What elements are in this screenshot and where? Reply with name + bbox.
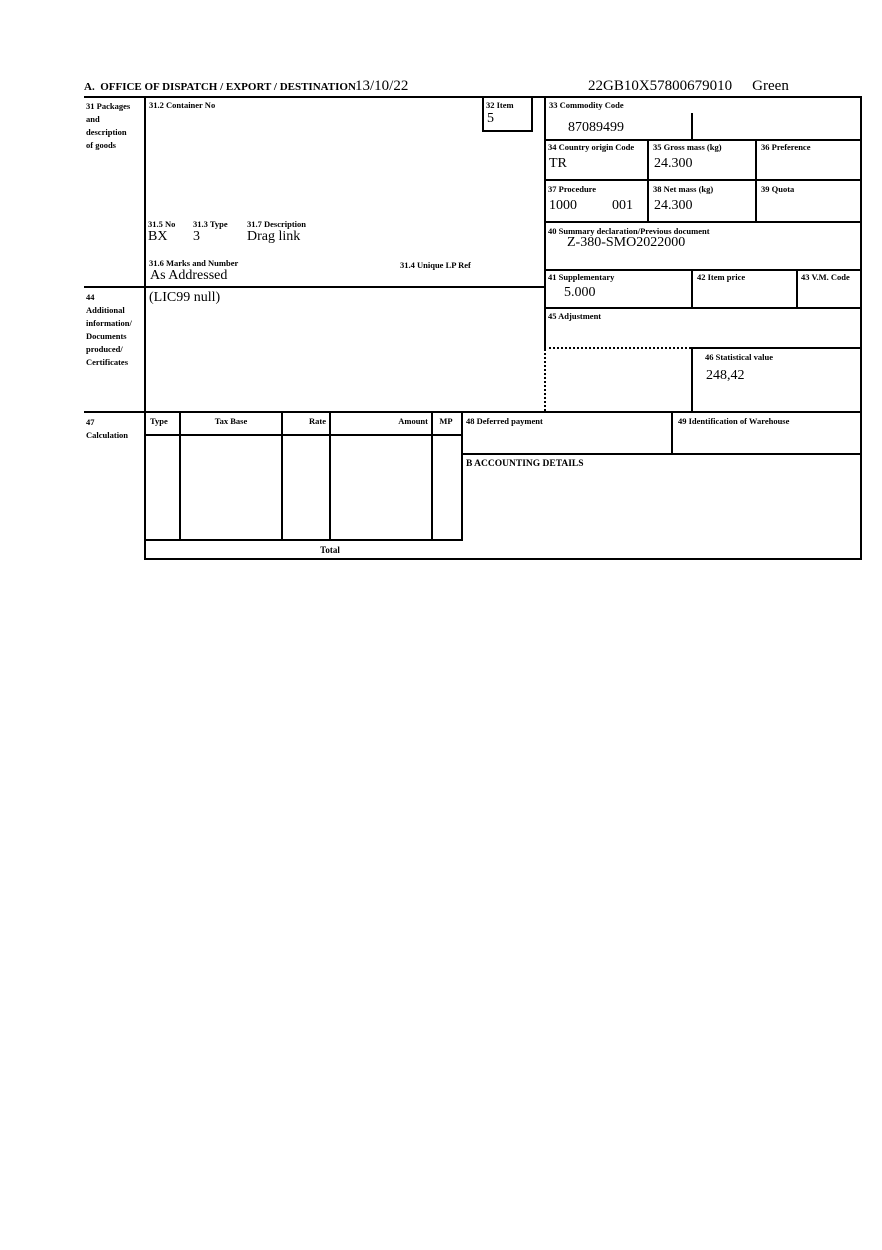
border-line (544, 269, 862, 271)
border-line (144, 558, 862, 560)
item-number-label: 32 Item (486, 100, 514, 110)
border-line (755, 139, 757, 221)
border-line (144, 539, 463, 541)
preference-label: 36 Preference (761, 142, 811, 152)
package-no-value: BX (148, 229, 168, 244)
accounting-details-label: B ACCOUNTING DETAILS (466, 459, 584, 469)
mrn-value: 22GB10X57800679010 (588, 78, 733, 94)
container-no-label: 31.2 Container No (149, 100, 216, 110)
statistical-value-label: 46 Statistical value (705, 352, 773, 362)
gross-mass-value: 24.300 (654, 156, 693, 171)
previous-document-value: Z-380-SMO2022000 (567, 235, 686, 250)
border-line (431, 411, 433, 541)
package-no-label: 31.5 No (148, 219, 176, 229)
item-price-label: 42 Item price (697, 272, 746, 282)
package-type-label: 31.3 Type (193, 219, 228, 229)
calc-col-amount: Amount (398, 416, 428, 426)
additional-information-label: 44 Additional information/ Documents produced/ Certificates (86, 292, 132, 367)
border-line (84, 411, 862, 413)
calc-total-label: Total (320, 545, 340, 555)
marks-numbers-value: As Addressed (150, 268, 228, 283)
border-line (544, 139, 862, 141)
supplementary-units-value: 5.000 (564, 285, 596, 300)
unique-lp-ref-label: 31.4 Unique LP Ref (400, 260, 471, 270)
goods-description-value: Drag link (247, 229, 301, 244)
border-line (544, 221, 862, 223)
commodity-code-label: 33 Commodity Code (549, 100, 624, 110)
border-line (329, 411, 331, 541)
border-line (796, 269, 798, 309)
border-line (544, 179, 862, 181)
border-line (482, 130, 533, 132)
border-line (531, 96, 533, 132)
procedure-code2-value: 001 (612, 198, 633, 213)
country-origin-label: 34 Country origin Code (548, 142, 635, 152)
supplementary-units-label: 41 Supplementary (548, 272, 615, 282)
calc-col-rate: Rate (309, 416, 326, 426)
routing-status-badge: Green (752, 78, 789, 94)
gross-mass-label: 35 Gross mass (kg) (653, 142, 722, 152)
border-line (544, 96, 546, 349)
additional-information-value: (LIC99 null) (149, 290, 221, 305)
border-line (482, 96, 484, 132)
border-line (84, 96, 862, 98)
previous-document-label: 40 Summary declaration/Previous document (548, 226, 710, 236)
warehouse-id-label: 49 Identification of Warehouse (678, 416, 790, 426)
box31-packages-label: 31 Packages and description of goods (86, 101, 131, 150)
procedure-label: 37 Procedure (548, 184, 597, 194)
border-line (179, 411, 181, 541)
border-line (84, 286, 546, 288)
border-line (144, 434, 463, 436)
calculation-label: 47 Calculation (86, 417, 129, 440)
goods-description-label: 31.7 Description (247, 219, 307, 229)
border-line (144, 96, 146, 560)
calc-col-type: Type (150, 416, 168, 426)
net-mass-value: 24.300 (654, 198, 693, 213)
border-line (691, 269, 693, 309)
dispatch-date: 13/10/22 (355, 78, 409, 94)
border-line (671, 411, 673, 455)
procedure-code-value: 1000 (549, 198, 577, 213)
border-line (544, 349, 546, 411)
item-number-value: 5 (487, 111, 494, 126)
calc-col-tax-base: Tax Base (214, 416, 248, 426)
border-line (544, 347, 691, 349)
package-type-value: 3 (193, 229, 200, 244)
calc-col-mp: MP (439, 416, 453, 426)
border-line (691, 347, 693, 413)
border-line (281, 411, 283, 541)
border-line (691, 347, 862, 349)
border-line (860, 96, 862, 560)
deferred-payment-label: 48 Deferred payment (466, 416, 543, 426)
border-line (544, 307, 862, 309)
mrn-line (588, 78, 789, 95)
adjustment-label: 45 Adjustment (548, 311, 602, 321)
border-line (461, 453, 862, 455)
country-origin-value: TR (549, 156, 567, 171)
border-line (691, 113, 693, 140)
statistical-value-value: 248,42 (706, 368, 745, 383)
border-line (461, 411, 463, 541)
commodity-code-value: 87089499 (568, 120, 624, 135)
border-line (647, 139, 649, 221)
section-a-title: A. OFFICE OF DISPATCH / EXPORT / DESTINATION (84, 81, 356, 93)
net-mass-label: 38 Net mass (kg) (653, 184, 714, 194)
vm-code-label: 43 V.M. Code (801, 272, 850, 282)
quota-label: 39 Quota (761, 184, 795, 194)
marks-numbers-label: 31.6 Marks and Number (149, 258, 239, 268)
